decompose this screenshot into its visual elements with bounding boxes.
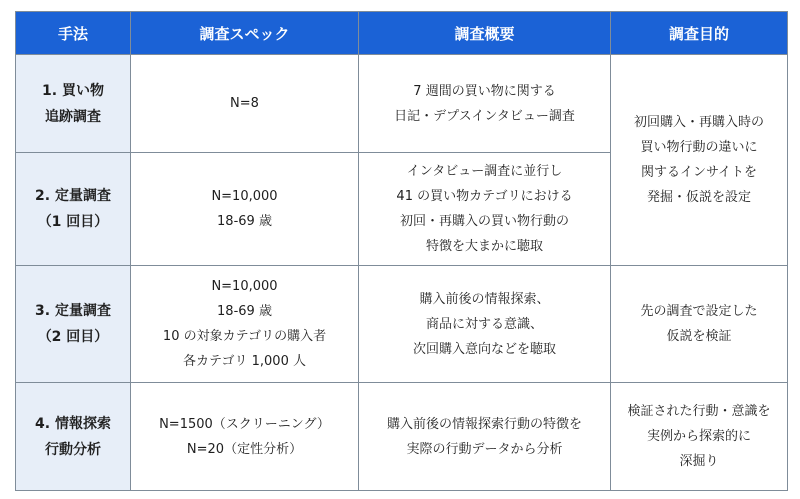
purpose-line: 仮説を検証: [666, 329, 732, 344]
overview-cell: [359, 383, 611, 491]
spec-line: N=8: [230, 96, 259, 111]
spec-line: 10 の対象カテゴリの購入者: [162, 329, 327, 344]
spec-cell: [131, 55, 359, 153]
overview-cell: [359, 266, 611, 383]
overview-line: 実際の行動データから分析: [406, 441, 563, 457]
method-cell: [16, 153, 131, 266]
research-methods-table: [15, 11, 788, 491]
table-row: [16, 383, 788, 491]
method-line: （1 回目）: [37, 214, 109, 230]
purpose-line: 検証された行動・意識を: [627, 404, 771, 419]
overview-line: 41 の買い物カテゴリにおける: [396, 189, 573, 204]
header-method: 手法: [16, 12, 131, 55]
method-line: 行動分析: [45, 441, 101, 458]
header-overview: 調査概要: [359, 12, 611, 55]
overview-line: 購入前後の情報探索行動の特徴を: [386, 416, 582, 432]
method-line: 2. 定量調査: [35, 188, 111, 204]
method-line: 追跡調査: [45, 108, 101, 125]
header-purpose: 調査目的: [611, 12, 788, 55]
purpose-line: 初回購入・再購入時の: [633, 115, 764, 130]
table-row: [16, 266, 788, 383]
spec-cell: [131, 266, 359, 383]
overview-line: 7 週間の買い物に関する: [413, 83, 556, 99]
overview-line: 初回・再購入の買い物行動の: [399, 214, 569, 229]
method-line: 1. 買い物: [42, 82, 104, 99]
method-cell: [16, 383, 131, 491]
spec-line: 18-69 歳: [217, 304, 272, 319]
purpose-cell-merged: [611, 55, 788, 266]
purpose-line: 深掘り: [679, 454, 719, 469]
purpose-line: 先の調査で設定した: [640, 304, 758, 319]
spec-line: 18-69 歳: [217, 214, 272, 229]
spec-cell: [131, 153, 359, 266]
method-cell: [16, 266, 131, 383]
method-line: 4. 情報探索: [35, 415, 111, 432]
method-cell: [16, 55, 131, 153]
overview-line: インタビュー調査に並行し: [406, 164, 563, 179]
overview-line: 次回購入意向などを聴取: [412, 341, 556, 357]
purpose-cell: [611, 383, 788, 491]
spec-line: N=10,000: [211, 279, 278, 294]
table-header-row: [16, 12, 788, 55]
spec-cell: [131, 383, 359, 491]
purpose-line: 買い物行動の違いに: [640, 140, 758, 155]
spec-line: N=20（定性分析）: [186, 441, 303, 457]
overview-line: 購入前後の情報探索、: [419, 291, 550, 307]
purpose-line: 発掘・仮説を設定: [646, 190, 751, 205]
spec-line: N=10,000: [211, 189, 278, 204]
table-row: [16, 55, 788, 153]
method-line: （2 回目）: [37, 329, 109, 345]
purpose-cell: [611, 266, 788, 383]
method-line: 3. 定量調査: [35, 303, 111, 319]
overview-cell: [359, 153, 611, 266]
purpose-line: 関するインサイトを: [640, 165, 758, 180]
purpose-line: 実例から探索的に: [646, 429, 751, 444]
spec-line: 各カテゴリ 1,000 人: [183, 354, 306, 369]
header-spec: 調査スペック: [131, 12, 359, 55]
overview-line: 特徴を大まかに聴取: [425, 239, 543, 254]
overview-line: 商品に対する意識、: [425, 316, 543, 332]
overview-line: 日記・デプスインタビュー調査: [394, 108, 575, 124]
overview-cell: [359, 55, 611, 153]
spec-line: N=1500（スクリーニング）: [159, 416, 330, 432]
